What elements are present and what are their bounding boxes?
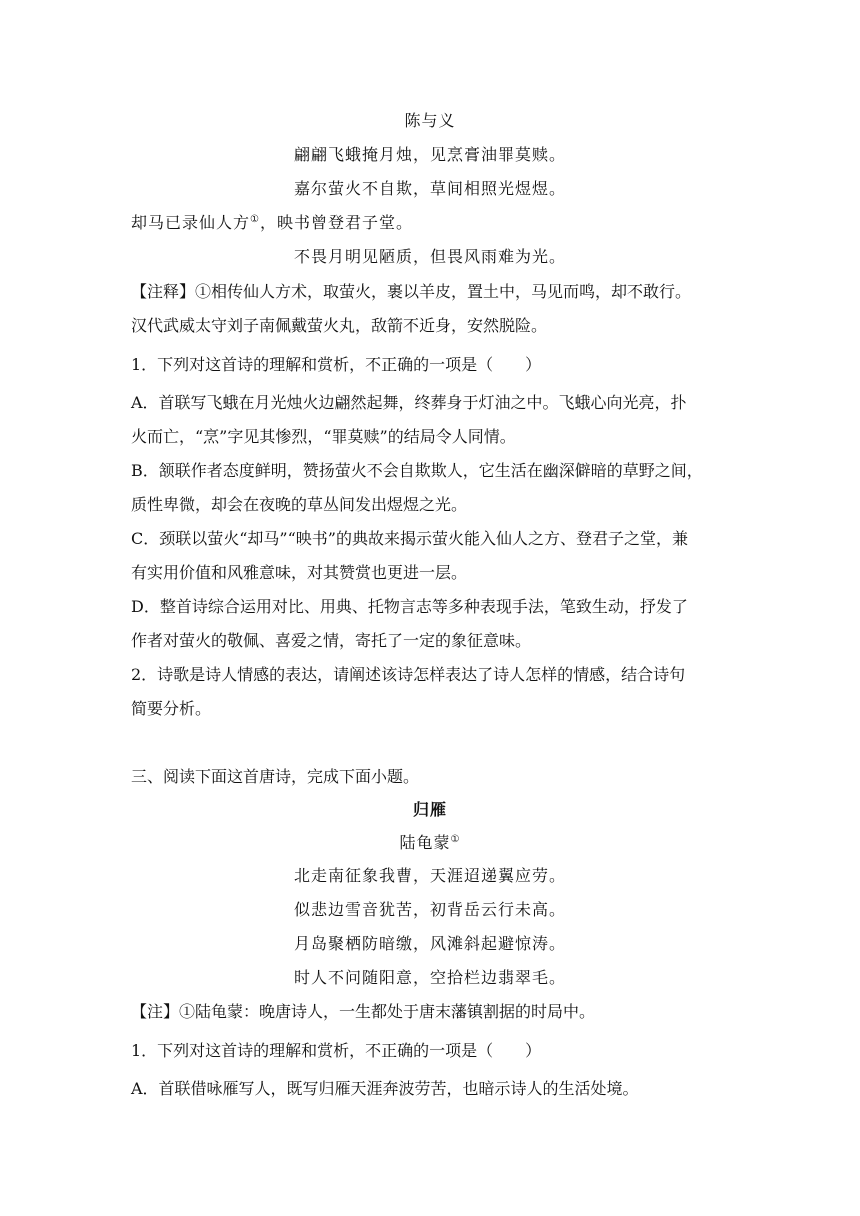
poem1-line-2: 嘉尔萤火不自欺，草间相照光煜煜。 xyxy=(293,179,566,198)
poem2-author: 陆龟蒙① xyxy=(399,833,461,852)
poem2-note: 【注】①陆龟蒙：晚唐诗人，一生都处于唐末藩镇割据的时局中。 xyxy=(131,1002,596,1021)
poem1-question-2-line-1: 2．诗歌是诗人情感的表达，请阐述该诗怎样表达了诗人怎样的情感，结合诗句 xyxy=(131,665,686,684)
poem1-line-3: 却马已录仙人方①，映书曾登君子堂。 xyxy=(131,213,413,232)
poem1-question-1: 1．下列对这首诗的理解和赏析，不正确的一项是（ ） xyxy=(131,355,542,374)
poem2-line-2: 似悲边雪音犹苦，初背岳云行未高。 xyxy=(293,900,566,919)
poem1-note-line-2: 汉代武威太守刘子南佩戴萤火丸，敌箭不近身，安然脱险。 xyxy=(131,316,548,335)
option-b-line-2: 质性卑微，却会在夜晚的草丛间发出煜煜之光。 xyxy=(131,495,468,514)
poem1-note-line-1: 【注释】①相传仙人方术，取萤火，裹以羊皮，置土中，马见而鸣，却不敢行。 xyxy=(131,282,692,301)
poem1-author: 陈与义 xyxy=(404,111,456,130)
footnote-marker: ① xyxy=(450,834,461,845)
footnote-marker: ① xyxy=(250,214,260,225)
option-c-line-2: 有实用价值和风雅意味，对其赞赏也更进一层。 xyxy=(131,563,468,582)
option-a-line-1: A．首联写飞蛾在月光烛火边翩然起舞，终葬身于灯油之中。飞蛾心向光亮，扑 xyxy=(131,393,687,412)
option-d-line-2: 作者对萤火的敬佩、喜爱之情，寄托了一定的象征意味。 xyxy=(131,631,532,650)
poem2-question-1: 1．下列对这首诗的理解和赏析，不正确的一项是（ ） xyxy=(131,1041,542,1060)
option-d-line-1: D．整首诗综合运用对比、用典、托物言志等多种表现手法，笔致生动，抒发了 xyxy=(131,597,688,616)
poem2-title: 归雁 xyxy=(412,800,447,819)
option-c-line-1: C．颈联以萤火“却马”“映书”的典故来揭示萤火能入仙人之方、登君子之堂，兼 xyxy=(131,529,688,548)
option-b-line-1: B．颔联作者态度鲜明，赞扬萤火不会自欺欺人，它生活在幽深僻暗的草野之间， xyxy=(131,461,703,480)
poem1-line-1: 翩翩飞蛾掩月烛，见烹膏油罪莫赎。 xyxy=(293,145,566,164)
poem2-option-a: A．首联借咏雁写人，既写归雁天涯奔波劳苦，也暗示诗人的生活处境。 xyxy=(131,1079,639,1098)
poem2-line-3: 月岛聚栖防暗缴，风滩斜起避惊涛。 xyxy=(293,934,566,953)
option-a-line-2: 火而亡，“烹”字见其惨烈，“罪莫赎”的结局令人同情。 xyxy=(131,427,516,446)
poem2-line-4: 时人不问随阳意，空拾栏边翡翠毛。 xyxy=(293,968,566,987)
poem1-line-4: 不畏月明见陋质，但畏风雨难为光。 xyxy=(293,247,566,266)
section-3-heading: 三、阅读下面这首唐诗，完成下面小题。 xyxy=(131,767,420,786)
poem2-line-1: 北走南征象我曹，天涯迢递翼应劳。 xyxy=(293,866,566,885)
poem1-question-2-line-2: 简要分析。 xyxy=(131,699,212,718)
